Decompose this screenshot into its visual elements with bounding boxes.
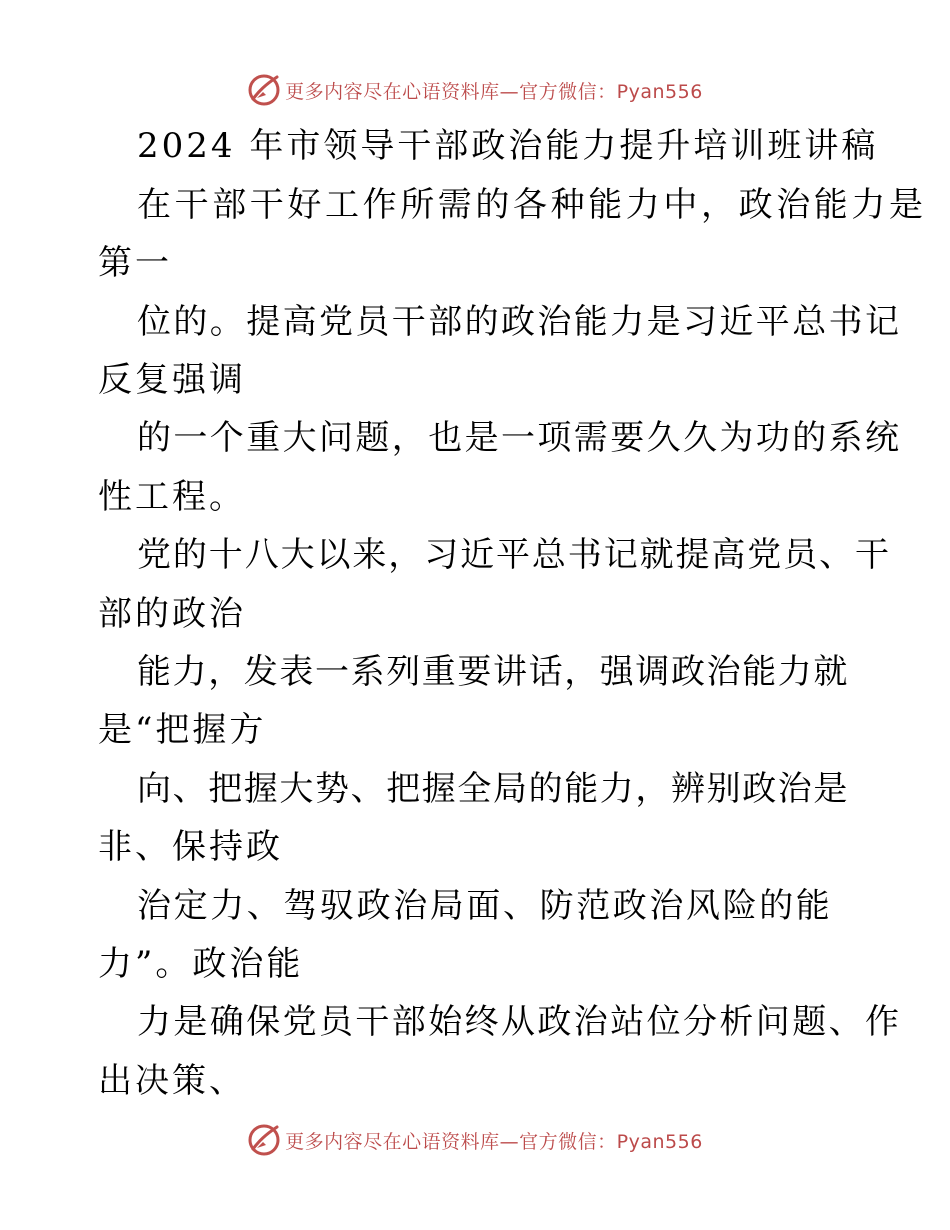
body-line: 能力，发表一系列重要讲话，强调政治能力就 — [137, 652, 849, 692]
pen-logo-icon — [247, 1123, 281, 1157]
body-line: 在干部干好工作所需的各种能力中，政治能力是 — [137, 185, 927, 225]
body-line: 出决策、 — [98, 1061, 246, 1101]
body-line: 部的政治 — [98, 594, 246, 634]
body-line: 非、保持政 — [98, 827, 283, 867]
body-line: 的一个重大问题，也是一项需要久久为功的系统 — [137, 418, 902, 458]
document-title: 2024 年市领导干部政治能力提升培训班讲稿 — [137, 126, 879, 166]
footer-watermark — [0, 1120, 950, 1160]
body-line: 性工程。 — [98, 477, 246, 517]
body-line: 治定力、驾驭政治局面、防范政治风险的能 — [137, 886, 833, 926]
header-watermark-text: 更多内容尽在心语资料库—官方微信：Pyan556 — [285, 80, 703, 103]
body-line: 力是确保党员干部始终从政治站位分析问题、作 — [137, 1002, 902, 1042]
body-line: 力”。政治能 — [98, 944, 304, 984]
body-line: 位的。提高党员干部的政治能力是习近平总书记 — [137, 302, 902, 342]
body-line: 党的十八大以来，习近平总书记就提高党员、干 — [137, 535, 891, 575]
body-line: 向、把握大势、把握全局的能力，辨别政治是 — [137, 769, 849, 809]
footer-watermark-text: 更多内容尽在心语资料库—官方微信：Pyan556 — [285, 1130, 703, 1153]
body-line: 反复强调 — [98, 360, 246, 400]
body-line: 第一 — [98, 243, 172, 283]
body-line: 是“把握方 — [98, 710, 267, 750]
